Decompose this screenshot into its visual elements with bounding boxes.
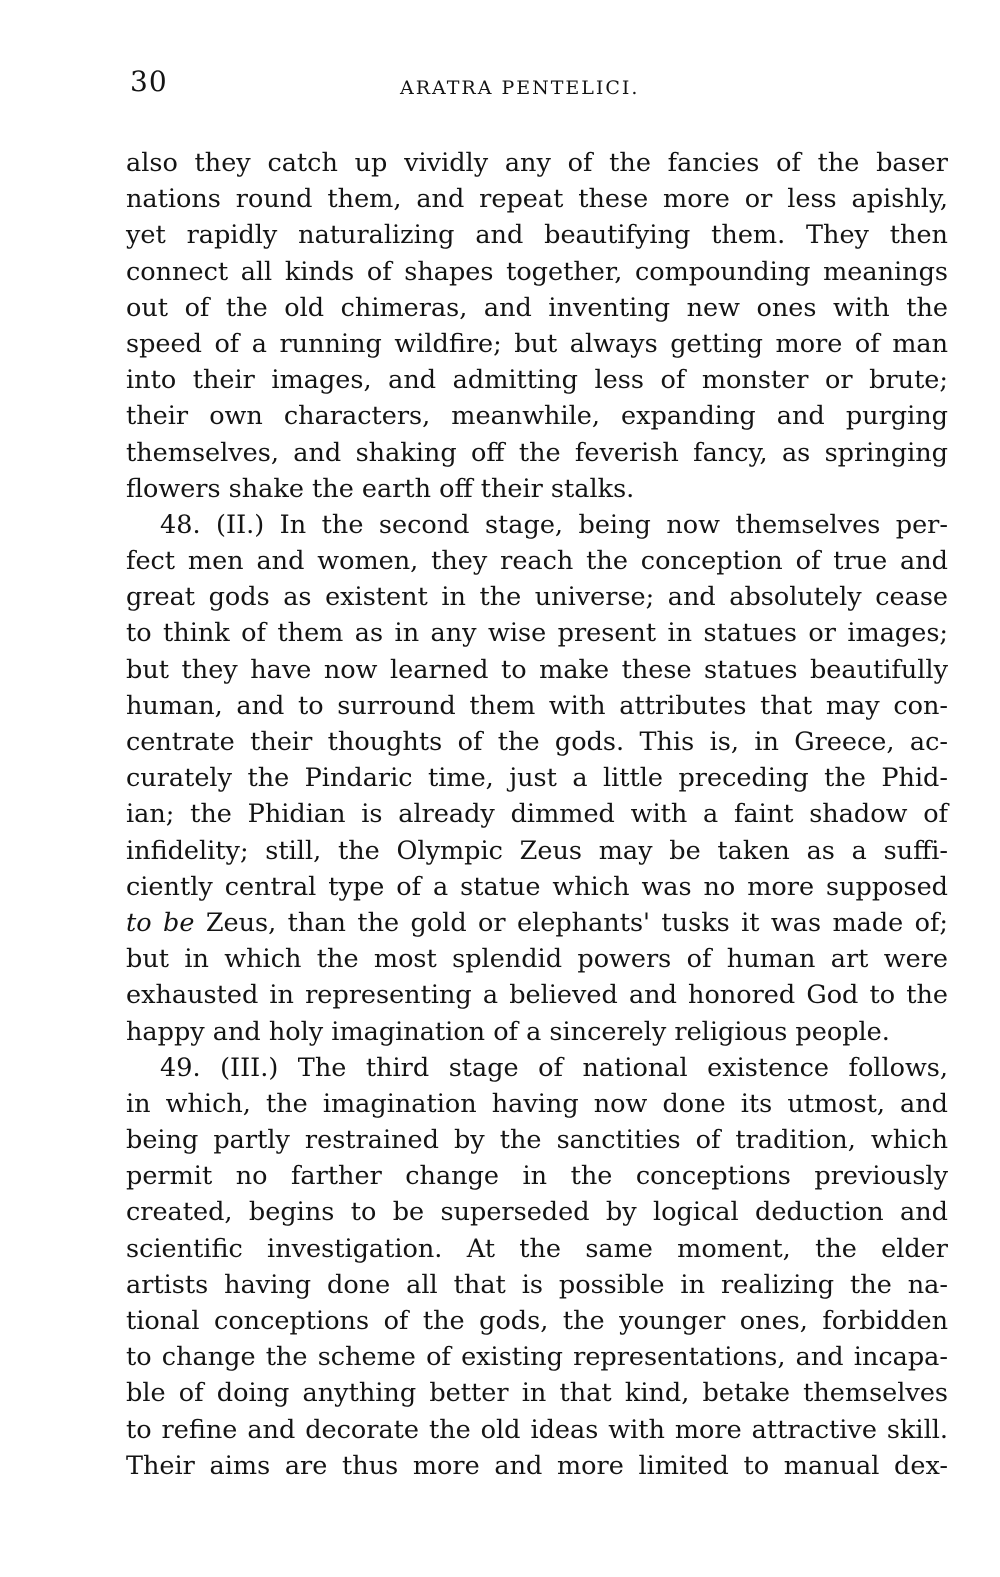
paragraph-48-start: 48. (II.) In the second stage, being now themselves per- [160, 509, 948, 540]
text-line: connect all kinds of shapes together, compounding meanings [126, 256, 948, 287]
text-line: human, and to surround them with attributes that may con- [126, 690, 948, 721]
text-line: into their images, and admitting less of monster or brute; [126, 365, 948, 396]
text-line: tional conceptions of the gods, the younger ones, forbidden [126, 1306, 948, 1336]
text-line: scientific investigation. At the same moment, the elder [126, 1233, 948, 1264]
text-line: curately the Pindaric time, just a little preceding the Phid- [126, 763, 948, 794]
text-line: ciently central type of a statue which was no more supposed [126, 871, 948, 902]
text-line: infidelity; still, the Olympic Zeus may be taken as a suffi- [126, 835, 948, 866]
paragraph-49-start: 49. (III.) The third stage of national existence follows, [160, 1052, 948, 1083]
text-line: but in which the most splendid powers of human art were [126, 944, 948, 975]
text-line: ian; the Phidian is already dimmed with a faint shadow of [126, 799, 948, 830]
italic-phrase: to be [126, 907, 195, 938]
text-line: but they have now learned to make these statues beautifully [126, 654, 948, 685]
text-line: artists having done all that is possible in realizing the na- [126, 1269, 948, 1300]
text-line: their own characters, meanwhile, expanding and purging [126, 401, 948, 432]
text-line: Their aims are thus more and more limited to manual dex- [126, 1450, 948, 1481]
text-line: themselves, and shaking off the feverish fancy, as springing [126, 437, 948, 468]
text-line: created, begins to be superseded by logical deduction and [126, 1197, 948, 1228]
text-line: speed of a running wildfire; but always getting more of man [126, 328, 948, 359]
text-line: also they catch up vividly any of the fancies of the baser [126, 148, 948, 178]
running-head: ARATRA PENTELICI. [400, 77, 640, 99]
text-line: permit no farther change in the conceptions previously [126, 1161, 948, 1192]
text-line: exhausted in representing a believed and honored God to the [126, 980, 948, 1011]
text-line-with-emphasis [126, 905, 948, 941]
text-line: ble of doing anything better in that kind, betake themselves [126, 1378, 948, 1409]
body-text [126, 145, 948, 1484]
text-line: to change the scheme of existing representations, and incapa- [126, 1342, 948, 1373]
text-line-rest: Zeus, than the gold or elephants' tusks it was made of; [205, 907, 949, 938]
paragraph-end-line: flowers shake the earth off their stalks. [126, 473, 635, 504]
text-line: in which, the imagination having now done its utmost, and [126, 1088, 948, 1119]
text-line: nations round them, and repeat these more or less apishly, [126, 184, 948, 215]
text-line: to refine and decorate the old ideas with more attractive skill. [126, 1414, 948, 1445]
page-number: 30 [130, 65, 168, 98]
text-line: yet rapidly naturalizing and beautifying them. They then [126, 220, 948, 251]
text-line: great gods as existent in the universe; and absolutely cease [126, 582, 948, 613]
text-line: centrate their thoughts of the gods. This is, in Greece, ac- [126, 727, 948, 757]
text-line: fect men and women, they reach the conception of true and [126, 546, 948, 577]
text-line: to think of them as in any wise present in statues or images; [126, 618, 948, 649]
paragraph-end-line: happy and holy imagination of a sincerely religious people. [126, 1016, 890, 1047]
text-line: out of the old chimeras, and inventing new ones with the [126, 292, 948, 323]
text-line: being partly restrained by the sanctities of tradition, which [126, 1125, 948, 1156]
